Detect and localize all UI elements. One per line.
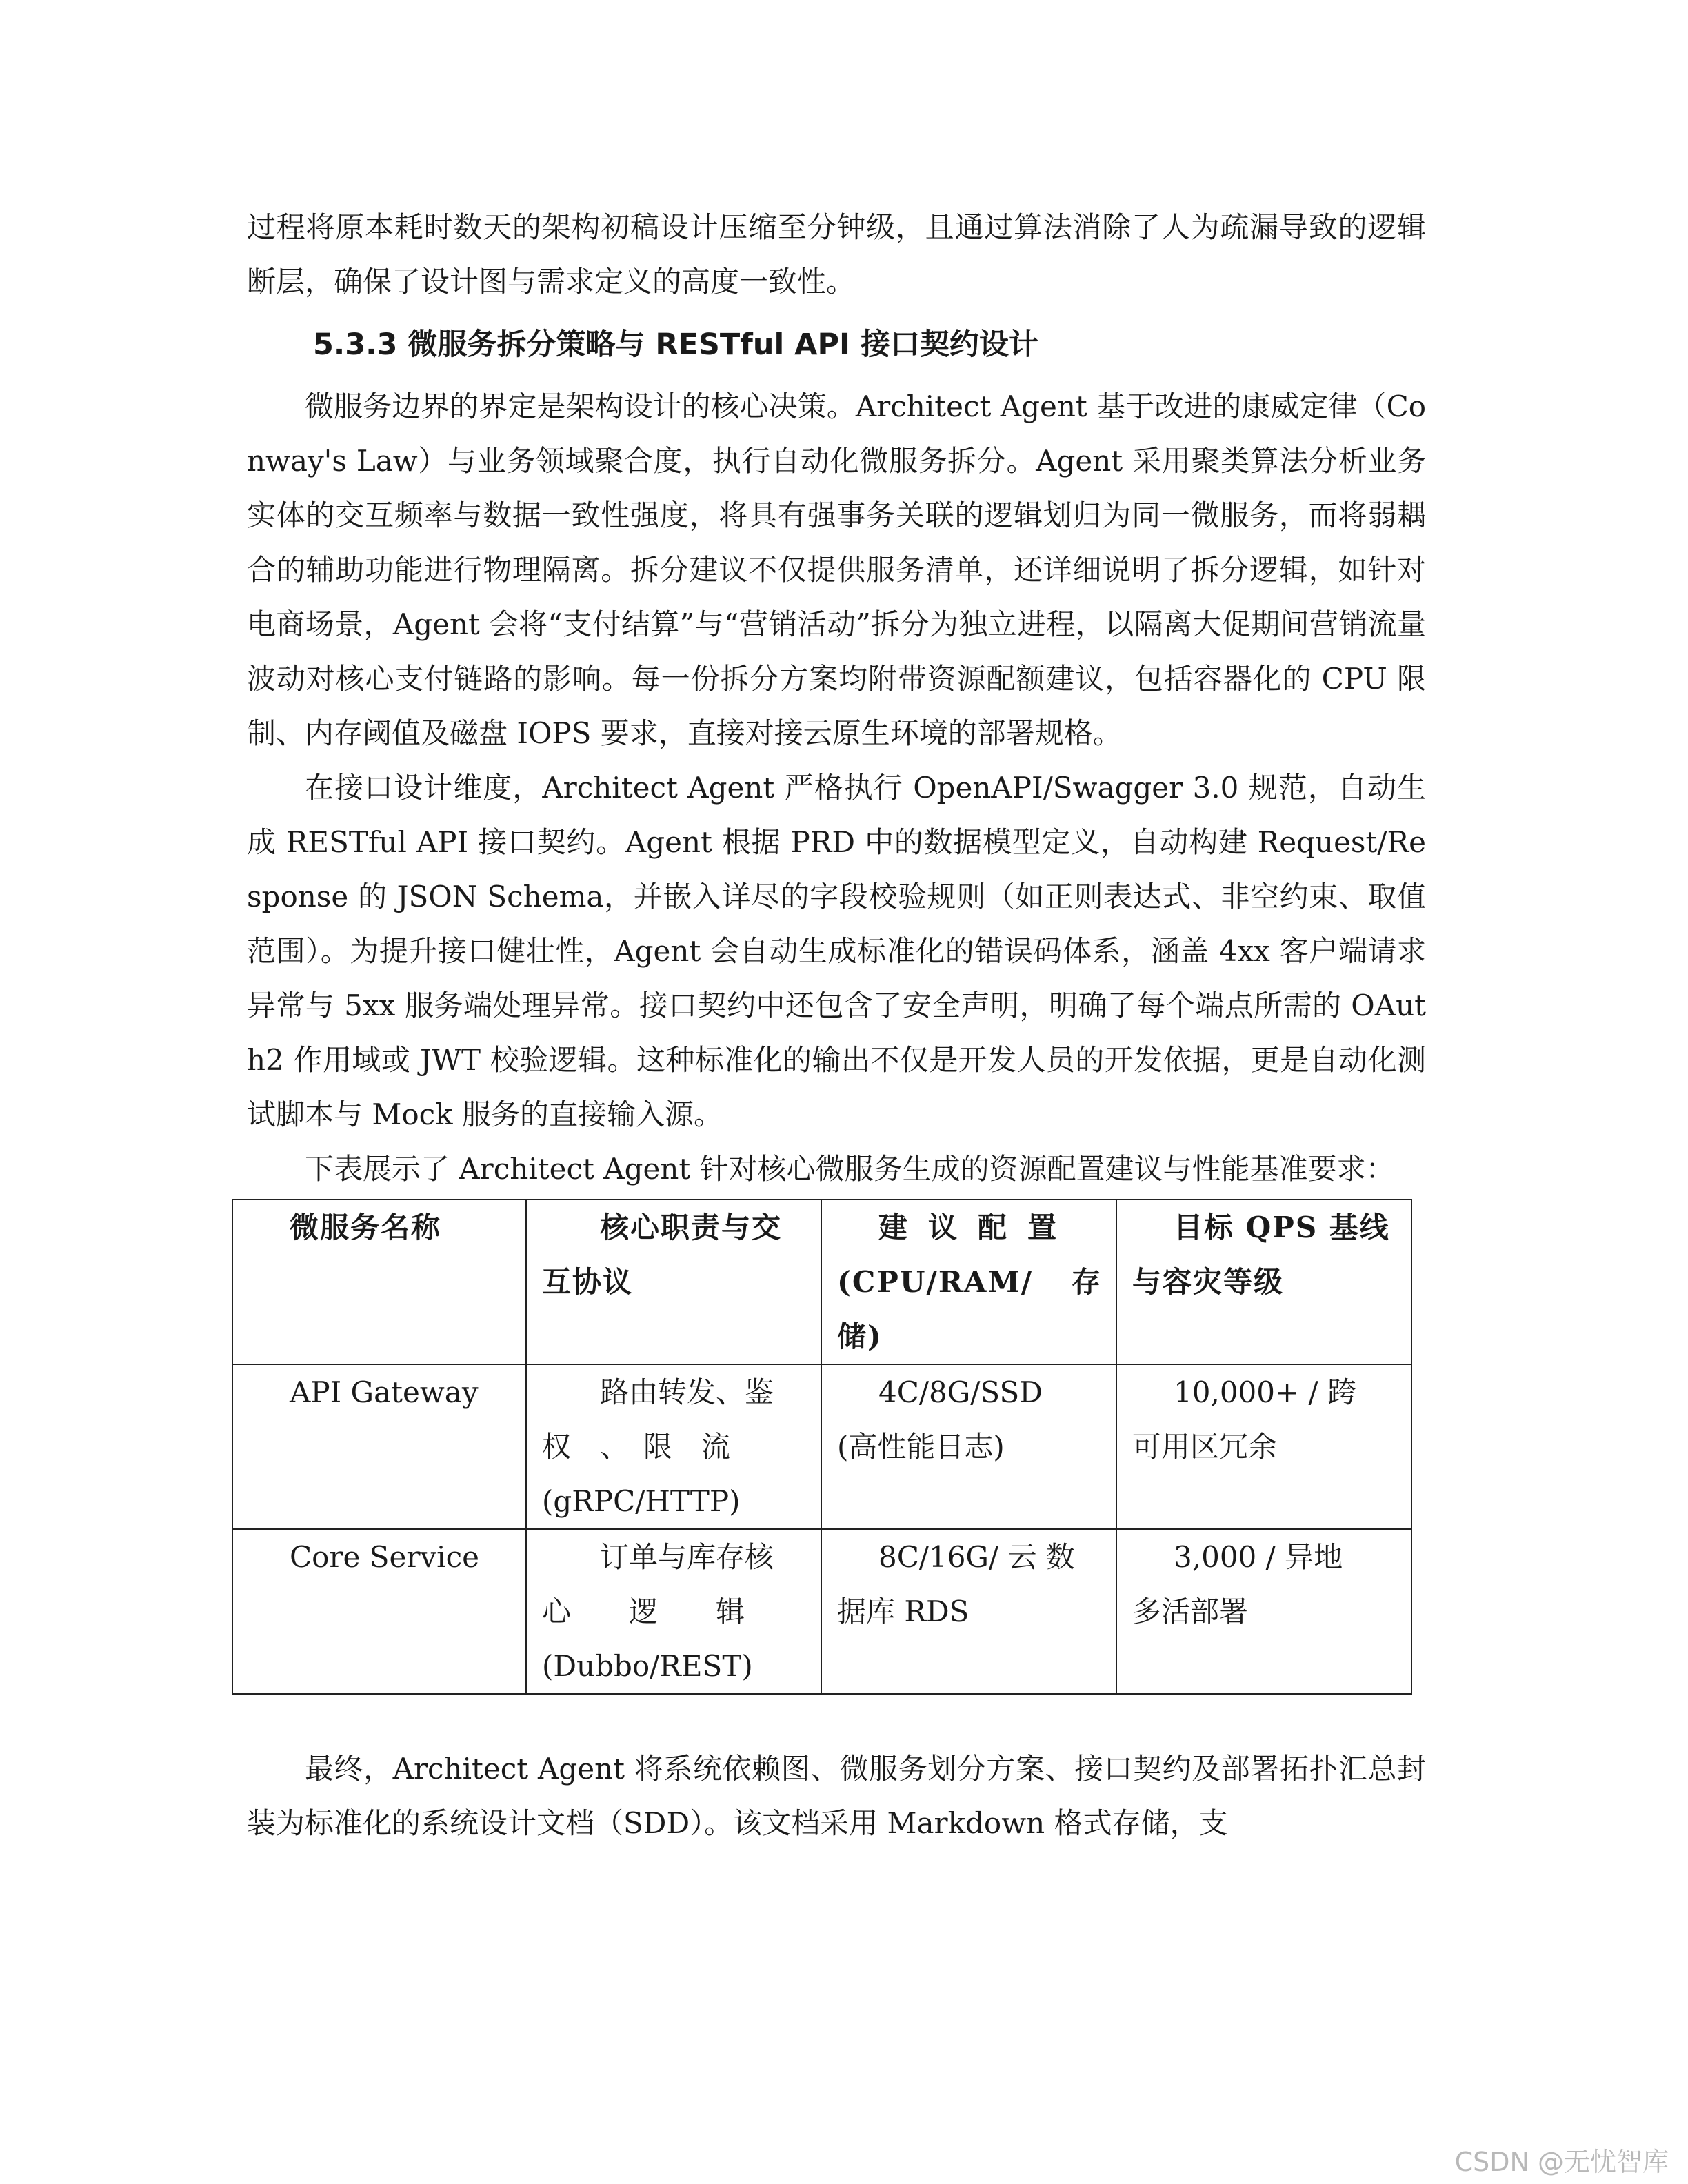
table-cell	[232, 1364, 526, 1529]
row2-qps-line1: 3,000 / 异地	[1174, 1540, 1343, 1574]
row2-service-name: Core Service	[290, 1540, 479, 1574]
row2-config-line1: 8C/16G/ 云 数	[878, 1540, 1075, 1574]
row2-qps-line2: 多活部署	[1132, 1595, 1249, 1628]
row1-service-name: API Gateway	[290, 1375, 479, 1409]
table-cell	[526, 1529, 821, 1694]
header-service-name: 微服务名称	[290, 1211, 442, 1244]
paragraph-table-intro: 下表展示了 Architect Agent 针对核心微服务生成的资源配置建议与性能基准要求：	[305, 1152, 1395, 1186]
row2-duty-line2: 心 逻 辑	[541, 1595, 745, 1628]
table-cell	[526, 1364, 821, 1529]
header-qps-line1: 目标 QPS 基线	[1174, 1211, 1390, 1244]
table-header-cell	[1116, 1200, 1411, 1364]
header-duty-line1: 核心职责与交	[599, 1211, 782, 1244]
table-row	[232, 1364, 1411, 1529]
table-header-cell	[821, 1200, 1116, 1364]
paragraph-service-split: 微服务边界的界定是架构设计的核心决策。Architect Agent 基于改进的康威定律（Conway's Law）与业务领域聚合度，执行自动化微服务拆分。Agent 采用聚类算法分析业务实体的交互频率与数据一致性强度，将具有强事务关联的逻辑划归为同一微服务，而将弱耦合的辅助功能进行物理隔离。拆分建议不仅提供服务清单，还详细说明了拆分逻辑，如针对电商场景，Agent 会将“支付结算”与“营销活动”拆分为独立进程，以隔离大促期间营销流量波动对核心支付链路的影响。每一份拆分方案均附带资源配额建议，包括容器化的 CPU 限制、内存阈值及磁盘 IOPS 要求，直接对接云原生环境的部署规格。	[247, 390, 1426, 750]
row1-duty-line2: 权 、 限 流	[541, 1430, 730, 1464]
section-heading: 5.3.3 微服务拆分策略与 RESTful API 接口契约设计	[313, 327, 1038, 362]
row2-duty-line1: 订单与库存核	[599, 1540, 774, 1574]
table-cell	[232, 1529, 526, 1694]
header-qps-line2: 与容灾等级	[1132, 1265, 1285, 1299]
row1-config-line1: 4C/8G/SSD	[878, 1375, 1043, 1409]
header-config-line2: (CPU/RAM/存储)	[836, 1265, 1103, 1353]
paragraph-api-design: 在接口设计维度，Architect Agent 严格执行 OpenAPI/Swagger 3.0 规范，自动生成 RESTful API 接口契约。Agent 根据 PRD 中的数据模型定义，自动构建 Request/Response 的 JSON Schema，并嵌入详尽的字段校验规则（如正则表达式、非空约束、取值范围）。为提升接口健壮性，Agent 会自动生成标准化的错误码体系，涵盖 4xx 客户端请求异常与 5xx 服务端处理异常。接口契约中还包含了安全声明，明确了每个端点所需的 OAuth2 作用域或 JWT 校验逻辑。这种标准化的输出不仅是开发人员的开发依据，更是自动化测试脚本与 Mock 服务的直接输入源。	[247, 771, 1426, 1131]
row1-qps-line2: 可用区冗余	[1132, 1430, 1278, 1464]
table-row	[232, 1529, 1411, 1694]
header-duty-line2: 互协议	[541, 1265, 633, 1299]
table-cell	[821, 1529, 1116, 1694]
row1-duty-line1: 路由转发、鉴	[599, 1375, 774, 1409]
row2-duty-line3: (Dubbo/REST)	[541, 1649, 753, 1683]
table-header-cell	[232, 1200, 526, 1364]
watermark-text: CSDN @无忧智库	[1454, 2147, 1669, 2177]
table-cell	[1116, 1364, 1411, 1529]
row1-duty-line3: (gRPC/HTTP)	[541, 1484, 741, 1518]
paragraph-conclusion: 最终，Architect Agent 将系统依赖图、微服务划分方案、接口契约及部署拓扑汇总封装为标准化的系统设计文档（SDD）。该文档采用 Markdown 格式存储，支	[247, 1752, 1426, 1840]
paragraph-intro-continuation: 过程将原本耗时数天的架构初稿设计压缩至分钟级，且通过算法消除了人为疏漏导致的逻辑断层，确保了设计图与需求定义的高度一致性。	[247, 210, 1426, 299]
table-cell	[1116, 1529, 1411, 1694]
table-header-cell	[526, 1200, 821, 1364]
table-header-row	[232, 1200, 1411, 1364]
table-cell	[821, 1364, 1116, 1529]
row1-qps-line1: 10,000+ / 跨	[1174, 1375, 1357, 1409]
header-config-line1: 建议配置	[878, 1211, 1077, 1244]
row1-config-line2: (高性能日志)	[836, 1430, 1005, 1464]
resource-config-table	[232, 1199, 1412, 1695]
row2-config-line2: 据库 RDS	[836, 1595, 969, 1628]
document-page	[247, 200, 1426, 1850]
